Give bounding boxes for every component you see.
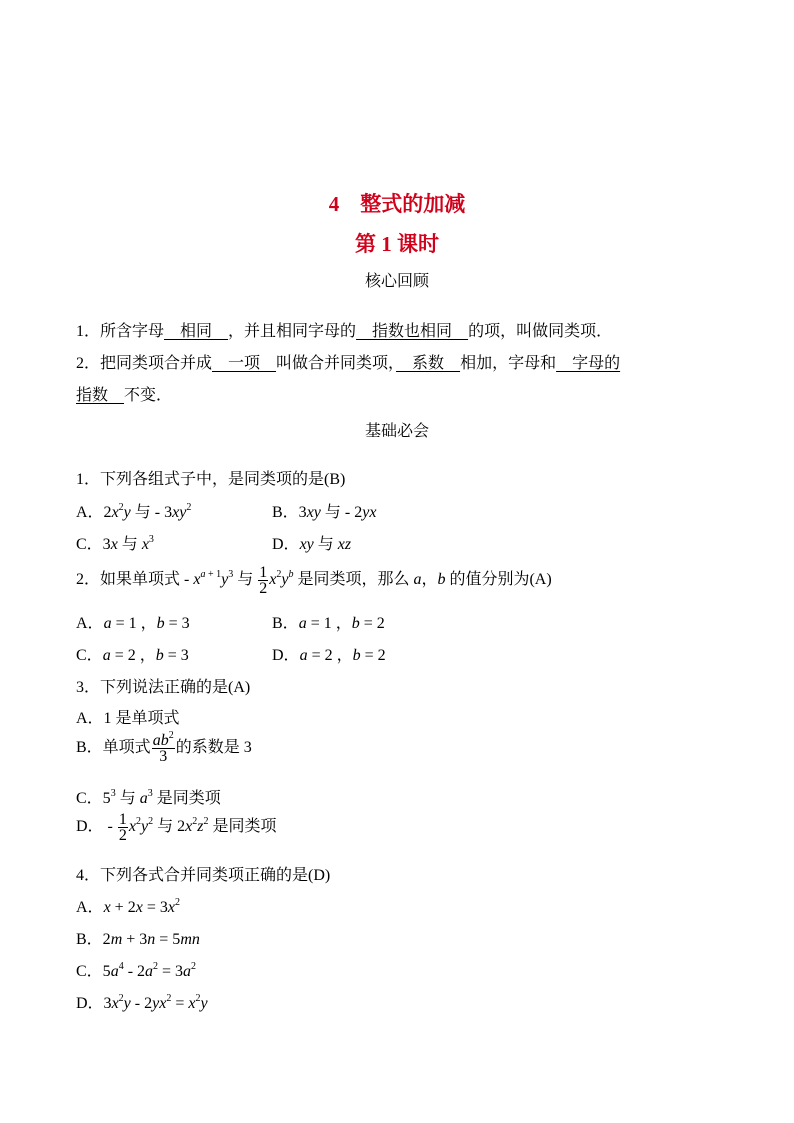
question-4: 4．下列各式合并同类项正确的是(D) [76,867,331,884]
q1-option-a: A．$2x^2y$ 与 - $3xy^2$ [76,502,192,521]
q3-option-b: B．单项式 $\frac{ab^2}{3}$ 的系数是 3 [76,730,252,765]
q1-option-c: C．3x 与 $x^3$ [76,534,154,553]
q4-option-a: A．$x + 2x = 3x^2$ [76,897,180,916]
q1-option-b: B．3xy 与 - 2yx [272,504,377,521]
q4-option-b: B．2m + 3n = 5mn [76,931,200,948]
q3-option-c: C．$5^3$ 与 $a^3$ 是同类项 [76,788,221,807]
q2-option-b: B．a = 1 ，b = 2 [272,615,385,632]
q2-option-d: D．a = 2 ，b = 2 [272,647,386,664]
period-title: 第 1 课时 [355,232,439,256]
question-3: 3．下列说法正确的是(A) [76,679,251,696]
review-item-1: 1．所含字母 相同 ，并且相同字母的 指数也相同 的项，叫做同类项． [76,323,613,340]
section-heading-core-review: 核心回顾 [364,273,429,290]
q3-option-a: A．1 是单项式 [76,710,180,727]
q3-option-d: D． - $\frac{1}{2}$ $x^2y^2$ 与 $2x^2z^2$ 是同类项 [76,811,277,844]
section-heading-basics: 基础必会 [364,423,429,440]
review-item-2-cont: 指数 不变． [76,387,173,404]
lesson-title: 4 整式的加减 [328,192,466,216]
review-item-2: 2．把同类项合并成 一项 叫做合并同类项， 系数 相加，字母和 字母的 [76,355,621,372]
q2-option-c: C．a = 2 ，b = 3 [76,647,189,664]
question-2: 2．如果单项式 - $x^{a + 1}y^3$ 与 $\frac{1}{2}$ $x^2y^b$ 是同类项，那么 a，b 的值分别为(A) [76,564,552,597]
q2-option-a: A．a = 1 ，b = 3 [76,615,190,632]
q4-option-c: C．$5a^4 - 2a^2 = 3a^2$ [76,961,197,980]
question-1: 1．下列各组式子中，是同类项的是(B) [76,471,346,488]
q1-option-d: D．xy 与 xz [272,536,352,553]
q4-option-d: D．$3x^2y - 2yx^2 = x^2y$ [76,993,208,1012]
